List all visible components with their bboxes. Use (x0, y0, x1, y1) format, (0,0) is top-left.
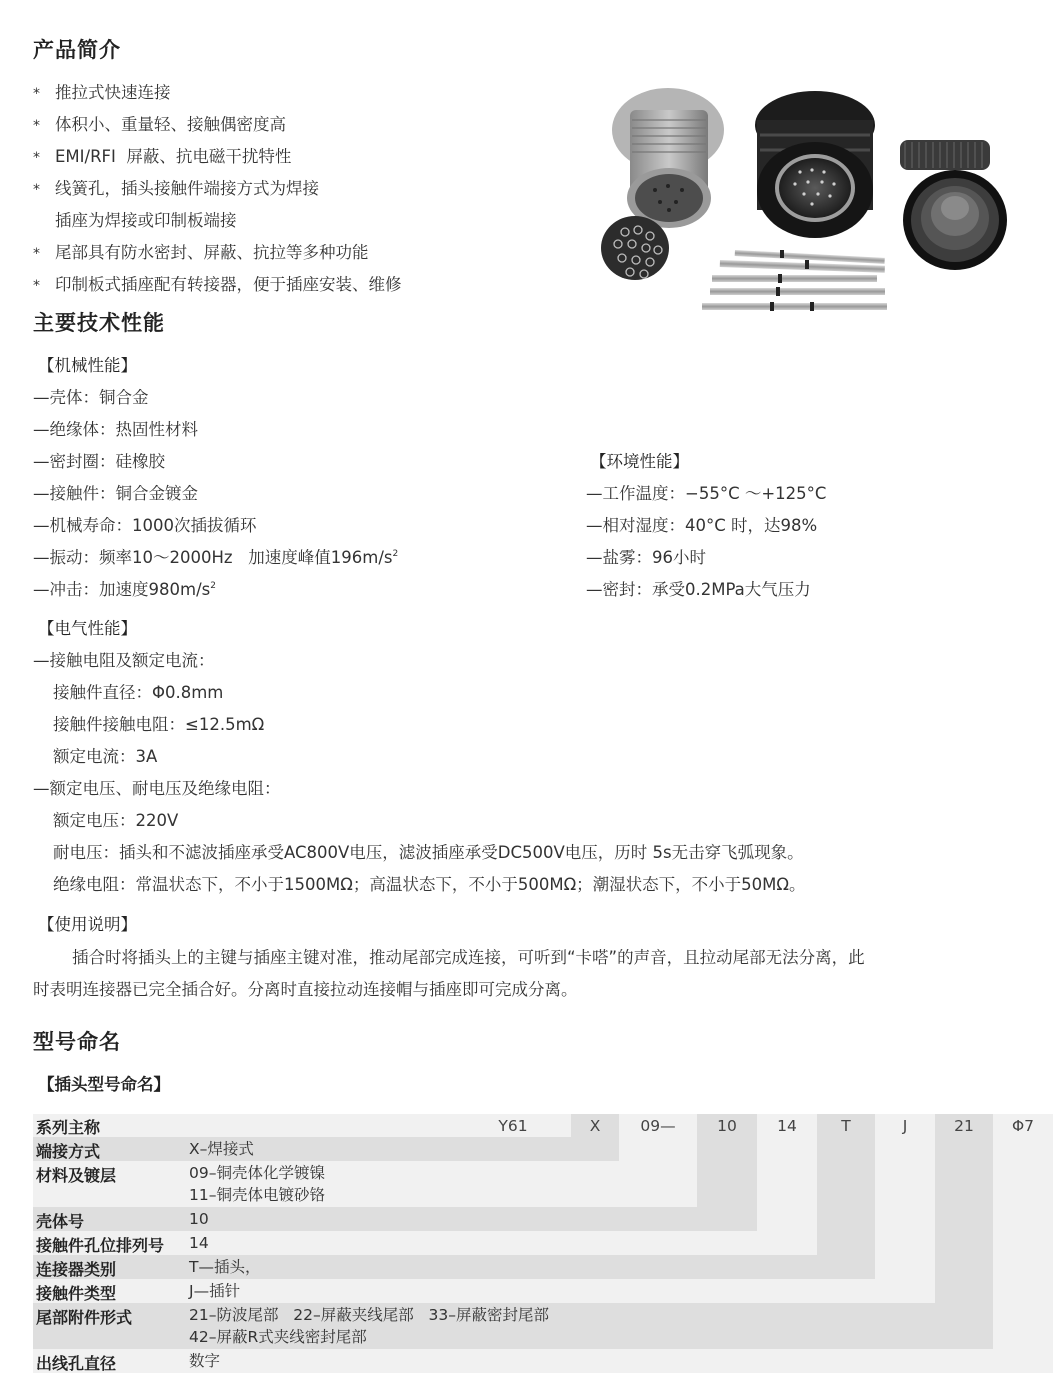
spec-item: 额定电流：3A (53, 747, 158, 766)
intro-bullet: * 线簧孔，插头接触件端接方式为焊接 (33, 179, 319, 198)
code-insert: 14 (777, 1117, 797, 1135)
bullet-icon: * (33, 246, 40, 262)
mechanical-heading: 【机械性能】 (38, 356, 137, 375)
spec-item-shock: —冲击：加速度$980m/s^2$ (33, 580, 216, 599)
naming-title: 型号命名 (33, 1030, 121, 1054)
bullet-icon: * (33, 118, 40, 134)
spec-item: —绝缘体：热固性材料 (33, 420, 198, 439)
row-desc: 10 (189, 1210, 209, 1228)
spec-item: —壳体：铜合金 (33, 388, 149, 407)
row-desc: 14 (189, 1234, 209, 1252)
usage-text-line2: 时表明连接器已完全插合好。分离时直接拉动连接帽与插座即可完成分离。 (33, 980, 578, 999)
code-connector-type: T (841, 1117, 851, 1135)
usage-heading: 【使用说明】 (38, 915, 137, 934)
code-material: 09— (640, 1117, 676, 1135)
bullet-icon: * (33, 86, 40, 102)
bullet-icon: * (33, 182, 40, 198)
spec-item: 接触件直径：Φ0.8mm (53, 683, 224, 702)
connector-product-photo (600, 80, 1010, 320)
intro-title: 产品简介 (33, 38, 121, 62)
row-bg-material (33, 1161, 697, 1207)
naming-subtitle: 【插头型号命名】 (38, 1075, 170, 1094)
row-label: 材料及镀层 (36, 1166, 117, 1185)
environment-heading: 【环境性能】 (590, 452, 689, 471)
spec-item: —接触件：铜合金镀金 (33, 484, 198, 503)
bullet-icon: * (33, 278, 40, 294)
row-bg-termination (33, 1137, 619, 1161)
specs-title: 主要技术性能 (33, 311, 165, 335)
spec-item: —接触电阻及额定电流： (33, 651, 215, 670)
intro-bullet: * 印制板式插座配有转接器，便于插座安装、维修 (33, 275, 402, 294)
row-desc: 11–铜壳体电镀砂铬 (189, 1186, 325, 1204)
spec-item: —机械寿命：1000次插拔循环 (33, 516, 257, 535)
spec-item: 额定电压：220V (53, 811, 179, 830)
spec-item: —相对湿度：40°C 时，达98% (586, 516, 818, 535)
row-label: 接触件孔位排列号 (36, 1236, 165, 1255)
row-desc: 42–屏蔽R式夹线密封尾部 (189, 1328, 367, 1346)
code-series: Y61 (498, 1117, 528, 1135)
intro-bullet-continuation: 插座为焊接或印制板端接 (55, 211, 237, 230)
spec-item: —工作温度：−55°C ～+125°C (586, 484, 827, 503)
row-label: 端接方式 (36, 1142, 101, 1161)
row-label: 接触件类型 (36, 1284, 117, 1303)
row-label: 尾部附件形式 (36, 1308, 133, 1327)
row-label: 出线孔直径 (36, 1354, 117, 1373)
spec-item: —盐雾：96小时 (586, 548, 706, 567)
code-cable-hole: Φ7 (1011, 1117, 1035, 1135)
row-desc: J—插针 (189, 1282, 241, 1300)
row-desc: 09–铜壳体化学镀镍 (189, 1164, 325, 1182)
row-desc: 21–防波尾部 22–屏蔽夹线尾部 33–屏蔽密封尾部 (189, 1306, 549, 1324)
row-label: 壳体号 (36, 1212, 85, 1231)
usage-text-line1: 插合时将插头上的主键与插座主键对准，推动尾部完成连接，可听到“卡嗒”的声音，且拉动尾部无法分离，此 (72, 948, 865, 967)
spec-item: —密封：承受0.2MPa大气压力 (586, 580, 811, 599)
spec-item-vibration: —振动：频率10～2000Hz 加速度峰值$196m/s^2$ (33, 548, 399, 567)
spec-item: 耐电压：插头和不滤波插座承受AC800V电压，滤波插座承受DC500V电压，历时 5s无击穿飞弧现象。 (53, 843, 804, 862)
row-bg-shell-size (33, 1207, 757, 1231)
bullet-icon: * (33, 150, 40, 166)
row-label: 系列主称 (36, 1118, 101, 1137)
spec-item: 接触件接触电阻：≤12.5mΩ (53, 715, 265, 734)
row-label: 连接器类别 (36, 1260, 117, 1279)
code-shell-size: 10 (717, 1117, 737, 1135)
electrical-heading: 【电气性能】 (38, 619, 137, 638)
row-desc: X–焊接式 (189, 1140, 254, 1158)
row-desc: T—插头， (189, 1258, 261, 1276)
code-termination: X (589, 1117, 601, 1135)
spec-item: —额定电压、耐电压及绝缘电阻： (33, 779, 281, 798)
spec-item: 绝缘电阻：常温状态下，不小于1500MΩ；高温状态下，不小于500MΩ；潮湿状态下，不小于50MΩ。 (53, 875, 806, 894)
code-contact-type: J (902, 1117, 908, 1135)
intro-bullet: * 推拉式快速连接 (33, 83, 171, 102)
row-bg-connector-type (33, 1255, 875, 1279)
code-backshell: 21 (954, 1117, 974, 1135)
row-bg-contact-type (33, 1279, 935, 1303)
row-bg-cable-hole (33, 1349, 1053, 1373)
plug-naming-table (33, 1114, 1053, 1373)
intro-bullet: * 体积小、重量轻、接触偶密度高 (33, 115, 286, 134)
spec-item: —密封圈：硅橡胶 (33, 452, 165, 471)
intro-bullet: * 尾部具有防水密封、屏蔽、抗拉等多种功能 (33, 243, 369, 262)
intro-bullet: * EMI/RFI 屏蔽、抗电磁干扰特性 (33, 147, 292, 166)
row-desc: 数字 (189, 1352, 221, 1370)
